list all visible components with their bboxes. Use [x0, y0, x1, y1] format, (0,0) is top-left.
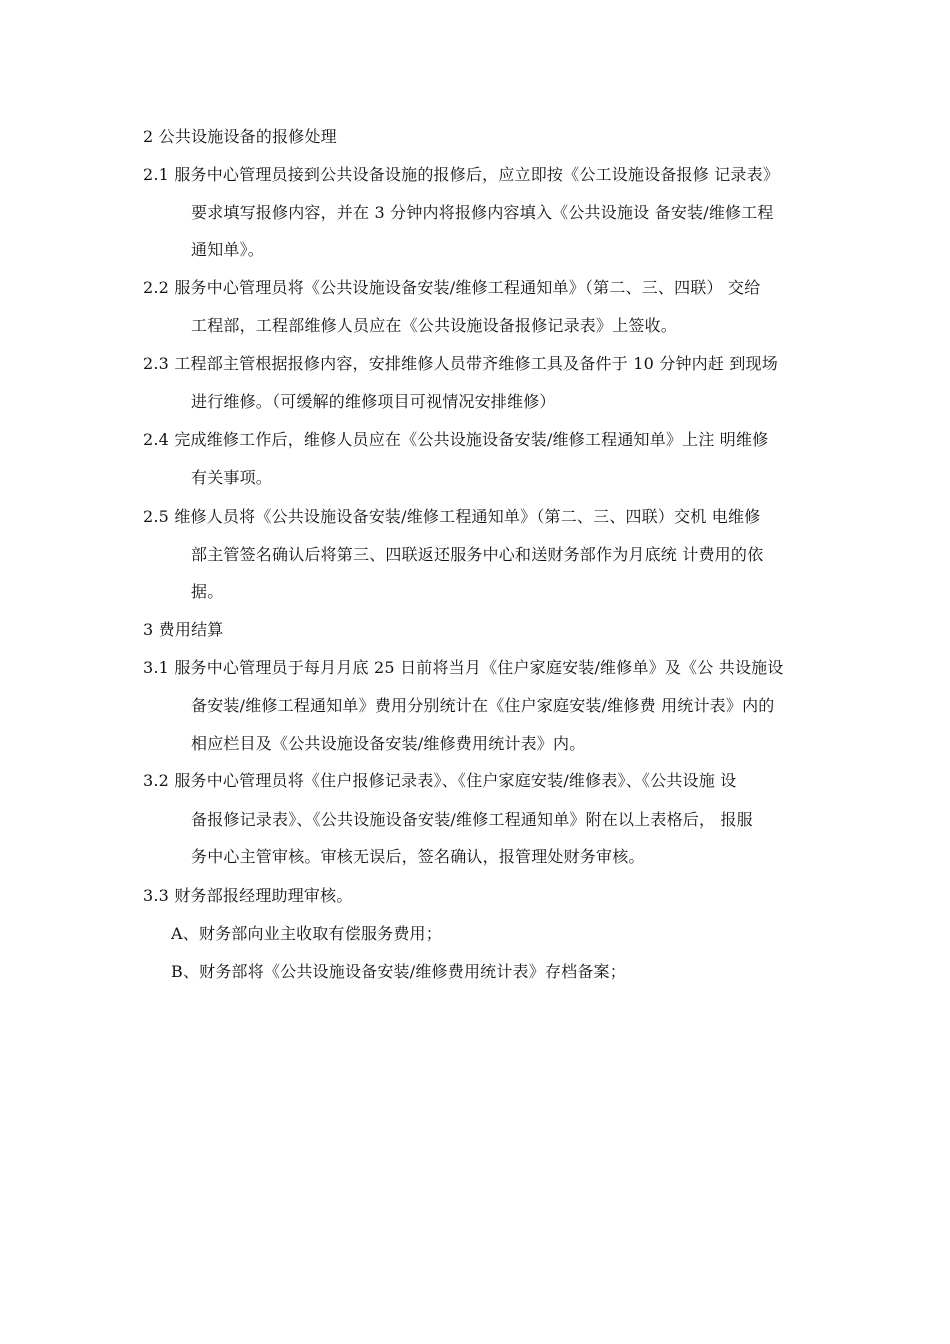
item-3-2-line-2: 备报修记录表》、《公共设施设备安装/维修工程通知单》附在以上表格后， 报服: [191, 810, 753, 829]
item-3-1-line-2: 备安装/维修工程通知单》费用分别统计在《住户家庭安装/维修费 用统计表》内的: [191, 696, 775, 715]
item-3-3-sub-a: A、财务部向业主收取有偿服务费用；: [171, 924, 442, 943]
item-2-5-line-3: 据。: [191, 582, 224, 601]
item-3-2-line-3: 务中心主管审核。审核无误后，签名确认，报管理处财务审核。: [191, 847, 645, 866]
item-3-1-line-3: 相应栏目及《公共设施设备安装/维修费用统计表》内。: [191, 734, 586, 753]
item-2-3-line-1: 2.3 工程部主管根据报修内容，安排维修人员带齐维修工具及备件于 10 分钟内赶 到现场: [143, 354, 778, 373]
item-2-3-line-2: 进行维修。（可缓解的维修项目可视情况安排维修）: [191, 392, 556, 411]
item-2-5-line-1: 2.5 维修人员将《公共设施设备安装/维修工程通知单》（第二、三、四联）交机 电维修: [143, 507, 761, 526]
item-2-4-line-1: 2.4 完成维修工作后，维修人员应在《公共设施设备安装/维修工程通知单》上注 明维修: [143, 430, 769, 449]
item-2-1-line-1: 2.1 服务中心管理员接到公共设备设施的报修后，应立即按《公工设施设备报修 记录表》: [143, 165, 780, 184]
item-3-2-line-1: 3.2 服务中心管理员将《住户报修记录表》、《住户家庭安装/维修表》、《公共设施 设: [143, 771, 737, 790]
section-2-heading: 2 公共设施设备的报修处理: [143, 127, 337, 146]
item-2-5-line-2: 部主管签名确认后将第三、四联返还服务中心和送财务部作为月底统 计费用的依: [191, 545, 764, 564]
section-3-heading: 3 费用结算: [143, 620, 224, 639]
item-2-4-line-2: 有关事项。: [191, 468, 273, 487]
item-2-2-line-1: 2.2 服务中心管理员将《公共设施设备安装/维修工程通知单》（第二、三、四联） 交给: [143, 278, 761, 297]
item-3-3-sub-b: B、财务部将《公共设施设备安装/维修费用统计表》存档备案；: [171, 962, 626, 981]
item-2-2-line-2: 工程部，工程部维修人员应在《公共设施设备报修记录表》上签收。: [191, 316, 678, 335]
item-2-1-line-3: 通知单》。: [191, 240, 265, 259]
item-3-3-line-1: 3.3 财务部报经理助理审核。: [143, 886, 353, 905]
item-3-1-line-1: 3.1 服务中心管理员于每月月底 25 日前将当月《住户家庭安装/维修单》及《公 共设施设: [143, 658, 784, 677]
item-2-1-line-2: 要求填写报修内容，并在 3 分钟内将报修内容填入《公共设施设 备安装/维修工程: [191, 203, 774, 222]
